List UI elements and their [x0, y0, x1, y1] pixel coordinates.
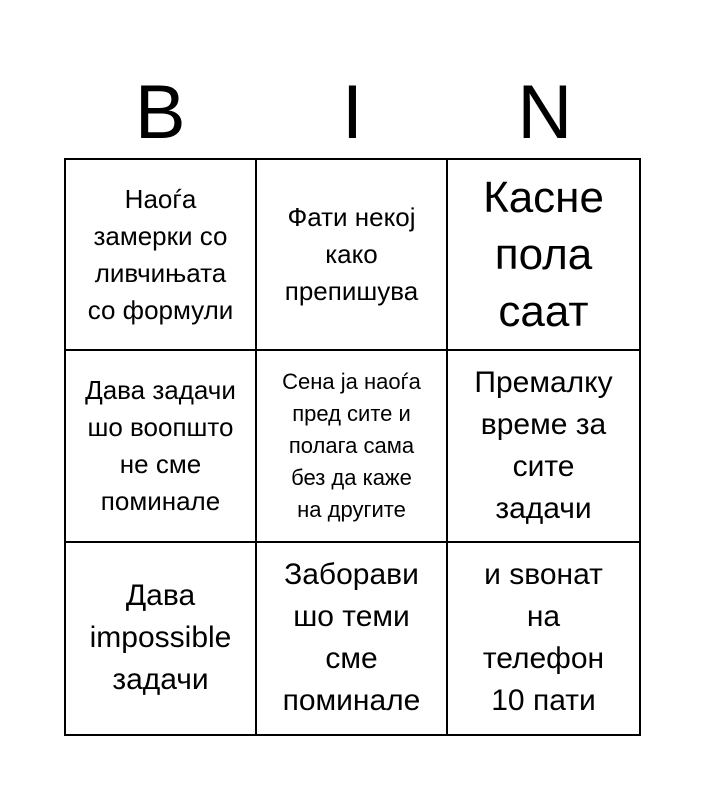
- bingo-cell-text: Дава задачи шо воопшто не сме поминале: [85, 374, 236, 516]
- bingo-cell-r1c1[interactable]: [66, 160, 257, 351]
- bingo-header: [64, 68, 641, 158]
- bingo-cell-r2c1[interactable]: [66, 351, 257, 542]
- header-letter-n: N: [517, 70, 573, 155]
- bingo-board: [64, 158, 641, 736]
- bingo-cell-r2c2[interactable]: [257, 351, 448, 542]
- bingo-cell-r1c3[interactable]: [448, 160, 639, 351]
- header-letter-i: I: [341, 70, 364, 155]
- bingo-cell-text: Наоѓа замерки со ливчињата со формули: [87, 183, 234, 325]
- bingo-cell-r2c3[interactable]: [448, 351, 639, 542]
- bingo-cell-r1c2[interactable]: [257, 160, 448, 351]
- bingo-cell-text: Касне пола саат: [483, 173, 604, 337]
- bingo-cell-text: и ѕвонат на телефон 10 пати: [482, 558, 605, 718]
- bingo-cell-text: Заборави шо теми сме поминале: [282, 558, 421, 718]
- bingo-cell-r3c3[interactable]: [448, 543, 639, 734]
- header-letter-b: B: [134, 70, 186, 155]
- bingo-cell-text: Фати некој како препишува: [284, 202, 419, 307]
- bingo-cell-text: Дава impossible задачи: [89, 579, 232, 697]
- bingo-cell-text: Премалку време за сите задачи: [474, 365, 613, 525]
- bingo-cell-r3c2[interactable]: [257, 543, 448, 734]
- bingo-cell-r3c1[interactable]: [66, 543, 257, 734]
- bingo-cell-text: Сена ја наоѓа пред сите и полага сама без да каже на другите: [282, 368, 421, 522]
